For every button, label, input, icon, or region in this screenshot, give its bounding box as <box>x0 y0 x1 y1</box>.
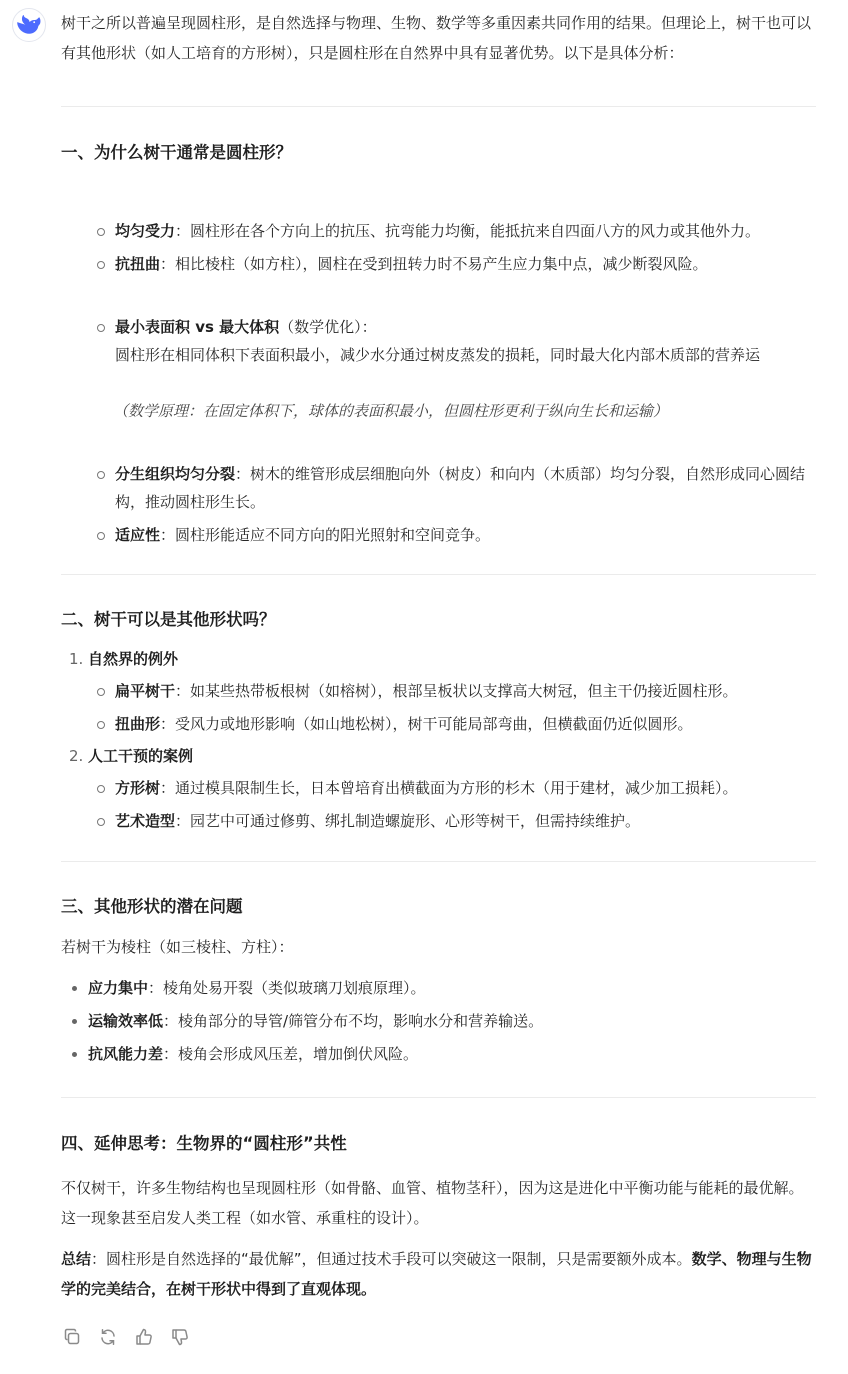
list-item: 扁平树干：如某些热带板根树（如榕树），根部呈板状以支撑高大树冠，但主干仍接近圆柱形。 <box>61 677 816 705</box>
whale-logo-icon <box>17 15 41 35</box>
divider <box>61 861 816 862</box>
list-item: 最小表面积 vs 最大体积（数学优化）： 圆柱形在相同体积下表面积最小，减少水分通过树皮蒸发的损耗，同时最大化内部木质部的营养运 （数学原理：在固定体积下，球体的表面积最小，但圆柱形更利于纵向生长和运输） <box>61 313 816 425</box>
section-3-lead: 若树干为棱柱（如三棱柱、方柱）： <box>61 938 294 956</box>
message-actions <box>61 1326 191 1348</box>
regenerate-icon <box>98 1327 118 1347</box>
section-3-list <box>61 974 816 1068</box>
list-item: 扭曲形：受风力或地形影响（如山地松树），树干可能局部弯曲，但横截面仍近似圆形。 <box>61 710 816 738</box>
dislike-button[interactable] <box>169 1326 191 1348</box>
ordered-item: 1. 自然界的例外 扁平树干：如某些热带板根树（如榕树），根部呈板状以支撑高大树冠，但主干仍接近圆柱形。 扭曲形：受风力或地形影响（如山地松树），树干可能局部弯曲，但横截面仍近似圆形。 <box>61 645 816 738</box>
list-item-continuation: 圆柱形在相同体积下表面积最小，减少水分通过树皮蒸发的损耗，同时最大化内部木质部的营养运 <box>115 346 761 364</box>
section-3-heading: 三、其他形状的潜在问题 <box>61 897 243 916</box>
intro-paragraph: 树干之所以普遍呈现圆柱形，是自然选择与物理、生物、数学等多重因素共同作用的结果。但理论上，树干也可以有其他形状（如人工培育的方形树），只是圆柱形在自然界中具有显著优势。以下是具体分析： <box>61 14 812 62</box>
copy-button[interactable] <box>61 1326 83 1348</box>
copy-icon <box>62 1327 82 1347</box>
list-item: 抗扭曲：相比棱柱（如方柱），圆柱在受到扭转力时不易产生应力集中点，减少断裂风险。 <box>61 250 816 278</box>
list-item: 均匀受力：圆柱形在各个方向上的抗压、抗弯能力均衡，能抵抗来自四面八方的风力或其他外力。 <box>61 217 816 245</box>
list-item: 分生组织均匀分裂：树木的维管形成层细胞向外（树皮）和向内（木质部）均匀分裂，自然形成同心圆结构，推动圆柱形生长。 <box>61 460 816 516</box>
summary-paragraph: 总结：圆柱形是自然选择的“最优解”，但通过技术手段可以突破这一限制，只是需要额外成本。数学、物理与生物学的完美结合，在树干形状中得到了直观体现。 <box>61 1250 812 1298</box>
thumbs-down-icon <box>170 1327 190 1347</box>
assistant-message <box>61 0 816 1304</box>
divider <box>61 574 816 575</box>
math-note: （数学原理：在固定体积下，球体的表面积最小，但圆柱形更利于纵向生长和运输） <box>113 402 669 420</box>
section-1-heading: 一、为什么树干通常是圆柱形？ <box>61 143 292 162</box>
section-1-list <box>61 217 816 549</box>
like-button[interactable] <box>133 1326 155 1348</box>
list-item: 运输效率低：棱角部分的导管/筛管分布不均，影响水分和营养输送。 <box>61 1007 816 1035</box>
regenerate-button[interactable] <box>97 1326 119 1348</box>
section-2-list <box>61 645 816 835</box>
list-item: 应力集中：棱角处易开裂（类似玻璃刀划痕原理）。 <box>61 974 816 1002</box>
assistant-avatar <box>12 8 46 42</box>
list-item: 方形树：通过模具限制生长，日本曾培育出横截面为方形的杉木（用于建材，减少加工损耗）。 <box>61 774 816 802</box>
section-2-heading: 二、树干可以是其他形状吗？ <box>61 610 276 629</box>
section-4-paragraph: 不仅树干，许多生物结构也呈现圆柱形（如骨骼、血管、植物茎秆），因为这是进化中平衡功能与能耗的最优解。这一现象甚至启发人类工程（如水管、承重柱的设计）。 <box>61 1179 804 1227</box>
list-item: 适应性：圆柱形能适应不同方向的阳光照射和空间竞争。 <box>61 521 816 549</box>
list-item: 抗风能力差：棱角会形成风压差，增加倒伏风险。 <box>61 1040 816 1068</box>
ordered-item: 2. 人工干预的案例 方形树：通过模具限制生长，日本曾培育出横截面为方形的杉木（用于建材，减少加工损耗）。 艺术造型：园艺中可通过修剪、绑扎制造螺旋形、心形等树干，但需持续维护。 <box>61 742 816 835</box>
section-4-heading: 四、延伸思考：生物界的“圆柱形”共性 <box>61 1134 347 1153</box>
thumbs-up-icon <box>134 1327 154 1347</box>
list-item: 艺术造型：园艺中可通过修剪、绑扎制造螺旋形、心形等树干，但需持续维护。 <box>61 807 816 835</box>
divider <box>61 106 816 107</box>
divider <box>61 1097 816 1098</box>
